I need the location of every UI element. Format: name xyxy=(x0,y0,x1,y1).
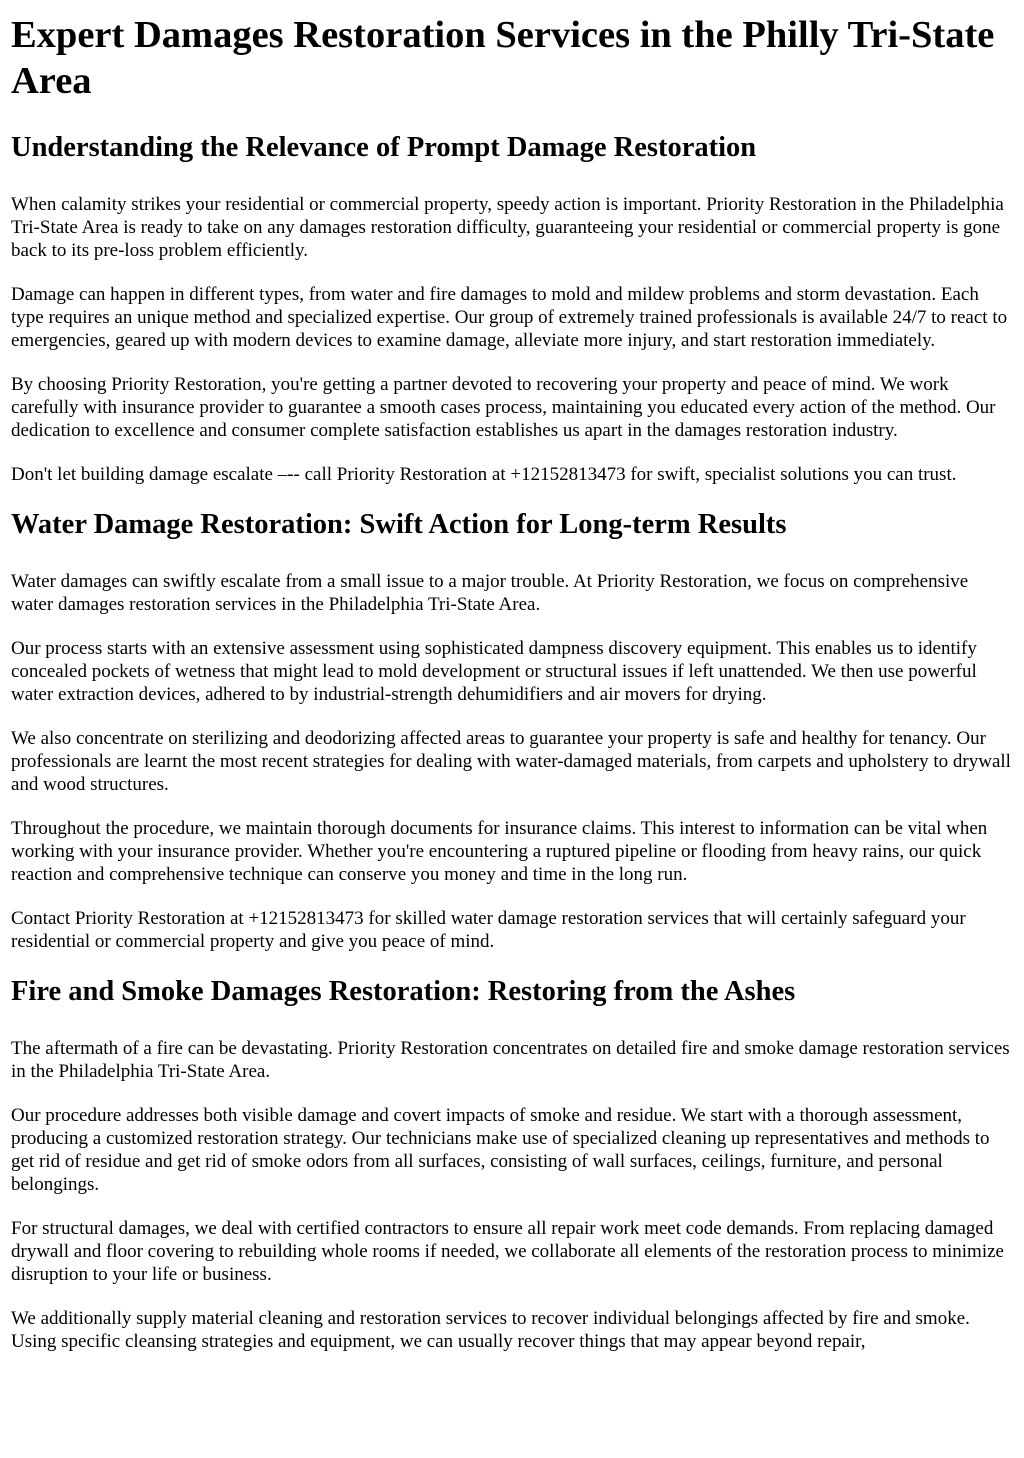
paragraph: Don't let building damage escalate –-- call Priority Restoration at +12152813473 for swift, specialist solutions you can trust. xyxy=(11,464,957,485)
article xyxy=(0,12,1024,1353)
paragraph: Our process starts with an extensive assessment using sophisticated dampness discovery equipment. This enables us to identify concealed pockets of wetness that might lead to mold development or structural issues if left unattended. We then use powerful water extraction devices, adhered to by industrial-strength dehumidifiers and air movers for drying. xyxy=(11,638,977,705)
paragraph: For structural damages, we deal with certified contractors to ensure all repair work meet code demands. From replacing damaged drywall and floor covering to rebuilding whole rooms if needed, we collaborate all elements of the restoration process to minimize disruption to your life or business. xyxy=(11,1218,1004,1285)
section-water-damage-restoration xyxy=(11,508,1014,953)
paragraph: Throughout the procedure, we maintain thorough documents for insurance claims. This interest to information can be vital when working with your insurance provider. Whether you're encountering a ruptured pipeline or flooding from heavy rains, our quick reaction and comprehensive technique can conserve you money and time in the long run. xyxy=(11,818,988,885)
paragraph: When calamity strikes your residential or commercial property, speedy action is important. Priority Restoration in the Philadelphia Tri-State Area is ready to take on any damages restoration difficulty, guaranteeing your residential or commercial property is gone back to its pre-loss problem efficiently. xyxy=(11,194,1004,261)
paragraph: Damage can happen in different types, from water and fire damages to mold and mildew problems and storm devastation. Each type requires an unique method and specialized expertise. Our group of extremely trained professionals is available 24/7 to react to emergencies, geared up with modern devices to examine damage, alleviate more injury, and start restoration immediately. xyxy=(11,284,1008,351)
page-title: Expert Damages Restoration Services in the Philly Tri-State Area xyxy=(11,14,995,102)
paragraph: Our procedure addresses both visible damage and covert impacts of smoke and residue. We start with a thorough assessment, producing a customized restoration strategy. Our technicians make use of specialized cleaning up representatives and methods to get rid of residue and get rid of smoke odors from all surfaces, consisting of wall surfaces, ceilings, furniture, and personal belongings. xyxy=(11,1105,990,1195)
section-heading: Water Damage Restoration: Swift Action for Long-term Results xyxy=(11,509,787,540)
section-heading: Fire and Smoke Damages Restoration: Restoring from the Ashes xyxy=(11,976,796,1007)
paragraph: Contact Priority Restoration at +12152813473 for skilled water damage restoration services that will certainly safeguard your residential or commercial property and give you peace of mind. xyxy=(11,908,966,952)
section-heading: Understanding the Relevance of Prompt Damage Restoration xyxy=(11,132,757,163)
paragraph: We also concentrate on sterilizing and deodorizing affected areas to guarantee your property is safe and healthy for tenancy. Our professionals are learnt the most recent strategies for dealing with water-damaged materials, from carpets and upholstery to drywall and wood structures. xyxy=(11,728,1011,795)
section-fire-smoke-restoration xyxy=(11,975,1014,1353)
paragraph: Water damages can swiftly escalate from a small issue to a major trouble. At Priority Restoration, we focus on comprehensive water damages restoration services in the Philadelphia Tri-State Area. xyxy=(11,571,969,615)
paragraph: We additionally supply material cleaning and restoration services to recover individual belongings affected by fire and smoke. Using specific cleansing strategies and equipment, we can usually recover things that may appear beyond repair, xyxy=(11,1308,970,1352)
section-prompt-damage-restoration xyxy=(11,131,1014,486)
paragraph: The aftermath of a fire can be devastating. Priority Restoration concentrates on detailed fire and smoke damage restoration services in the Philadelphia Tri-State Area. xyxy=(11,1038,1010,1082)
paragraph: By choosing Priority Restoration, you're getting a partner devoted to recovering your property and peace of mind. We work carefully with insurance provider to guarantee a smooth cases process, maintaining you educated every action of the method. Our dedication to excellence and consumer complete satisfaction establishes us apart in the damages restoration industry. xyxy=(11,374,996,441)
